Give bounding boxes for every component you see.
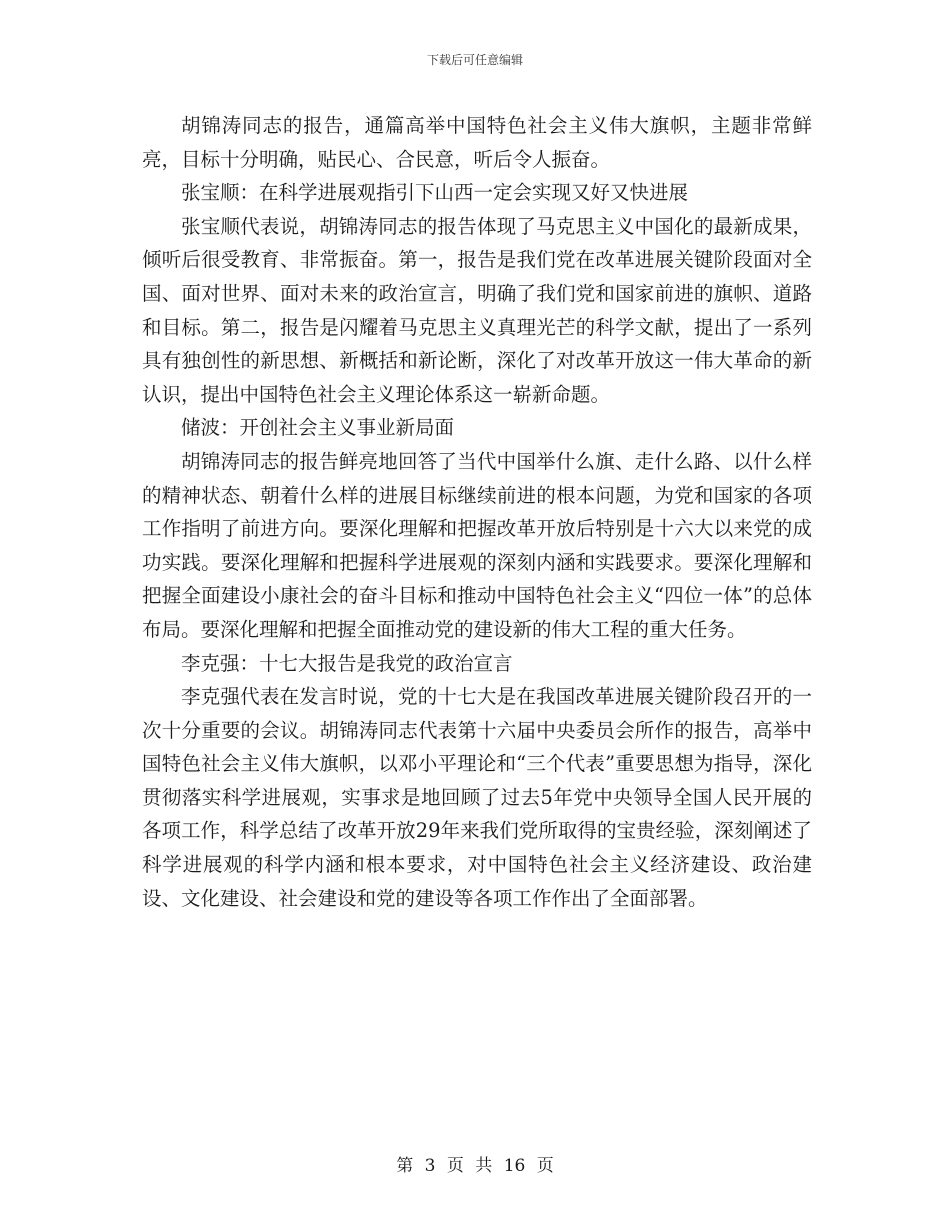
paragraph: 胡锦涛同志的报告，通篇高举中国特色社会主义伟大旗帜，主题非常鲜亮，目标十分明确，贴民心、合民意，听后令人振奋。 — [142, 114, 812, 171]
page-header: 下载后可任意编辑 — [426, 53, 523, 67]
page-number: 第 3 页 共 16 页 — [396, 1156, 554, 1176]
paragraph: 李克强代表在发言时说，党的十七大是在我国改革进展关键阶段召开的一次十分重要的会议。胡锦涛同志代表第十六届中央委员会所作的报告，高举中国特色社会主义伟大旗帜，以邓小平理论和“三个代表”重要思想为指导，深化贯彻落实科学进展观，实事求是地回顾了过去5年党中央领导全国人民开展的各项工作，科学总结了改革开放29年来我们党所取得的宝贵经验，深刻阐述了科学进展观的科学内涵和根本要求，对中国特色社会主义经济建设、政治建设、文化建设、社会建设和党的建设等各项工作作出了全面部署。 — [142, 685, 812, 910]
section-heading: 张宝顺：在科学进展观指引下山西一定会实现又好又快进展 — [181, 181, 689, 205]
paragraph: 张宝顺代表说，胡锦涛同志的报告体现了马克思主义中国化的最新成果，倾听后很受教育、非常振奋。第一，报告是我们党在改革进展关键阶段面对全国、面对世界、面对未来的政治宣言，明确了我们党和国家前进的旗帜、道路和目标。第二，报告是闪耀着马克思主义真理光芒的科学文献，提出了一系列具有独创性的新思想、新概括和新论断，深化了对改革开放这一伟大革命的新认识，提出中国特色社会主义理论体系这一崭新命题。 — [142, 214, 812, 406]
document-body — [142, 109, 812, 915]
paragraph: 胡锦涛同志的报告鲜亮地回答了当代中国举什么旗、走什么路、以什么样的精神状态、朝着什么样的进展目标继续前进的根本问题，为党和国家的各项工作指明了前进方向。要深化理解和把握改革开放后特别是十六大以来党的成功实践。要深化理解和把握科学进展观的深刻内涵和实践要求。要深化理解和把握全面建设小康社会的奋斗目标和推动中国特色社会主义“四位一体”的总体布局。要深化理解和把握全面推动党的建设新的伟大工程的重大任务。 — [142, 449, 812, 641]
section-heading: 李克强：十七大报告是我党的政治宣言 — [181, 651, 513, 675]
section-heading: 储波：开创社会主义事业新局面 — [181, 416, 455, 440]
